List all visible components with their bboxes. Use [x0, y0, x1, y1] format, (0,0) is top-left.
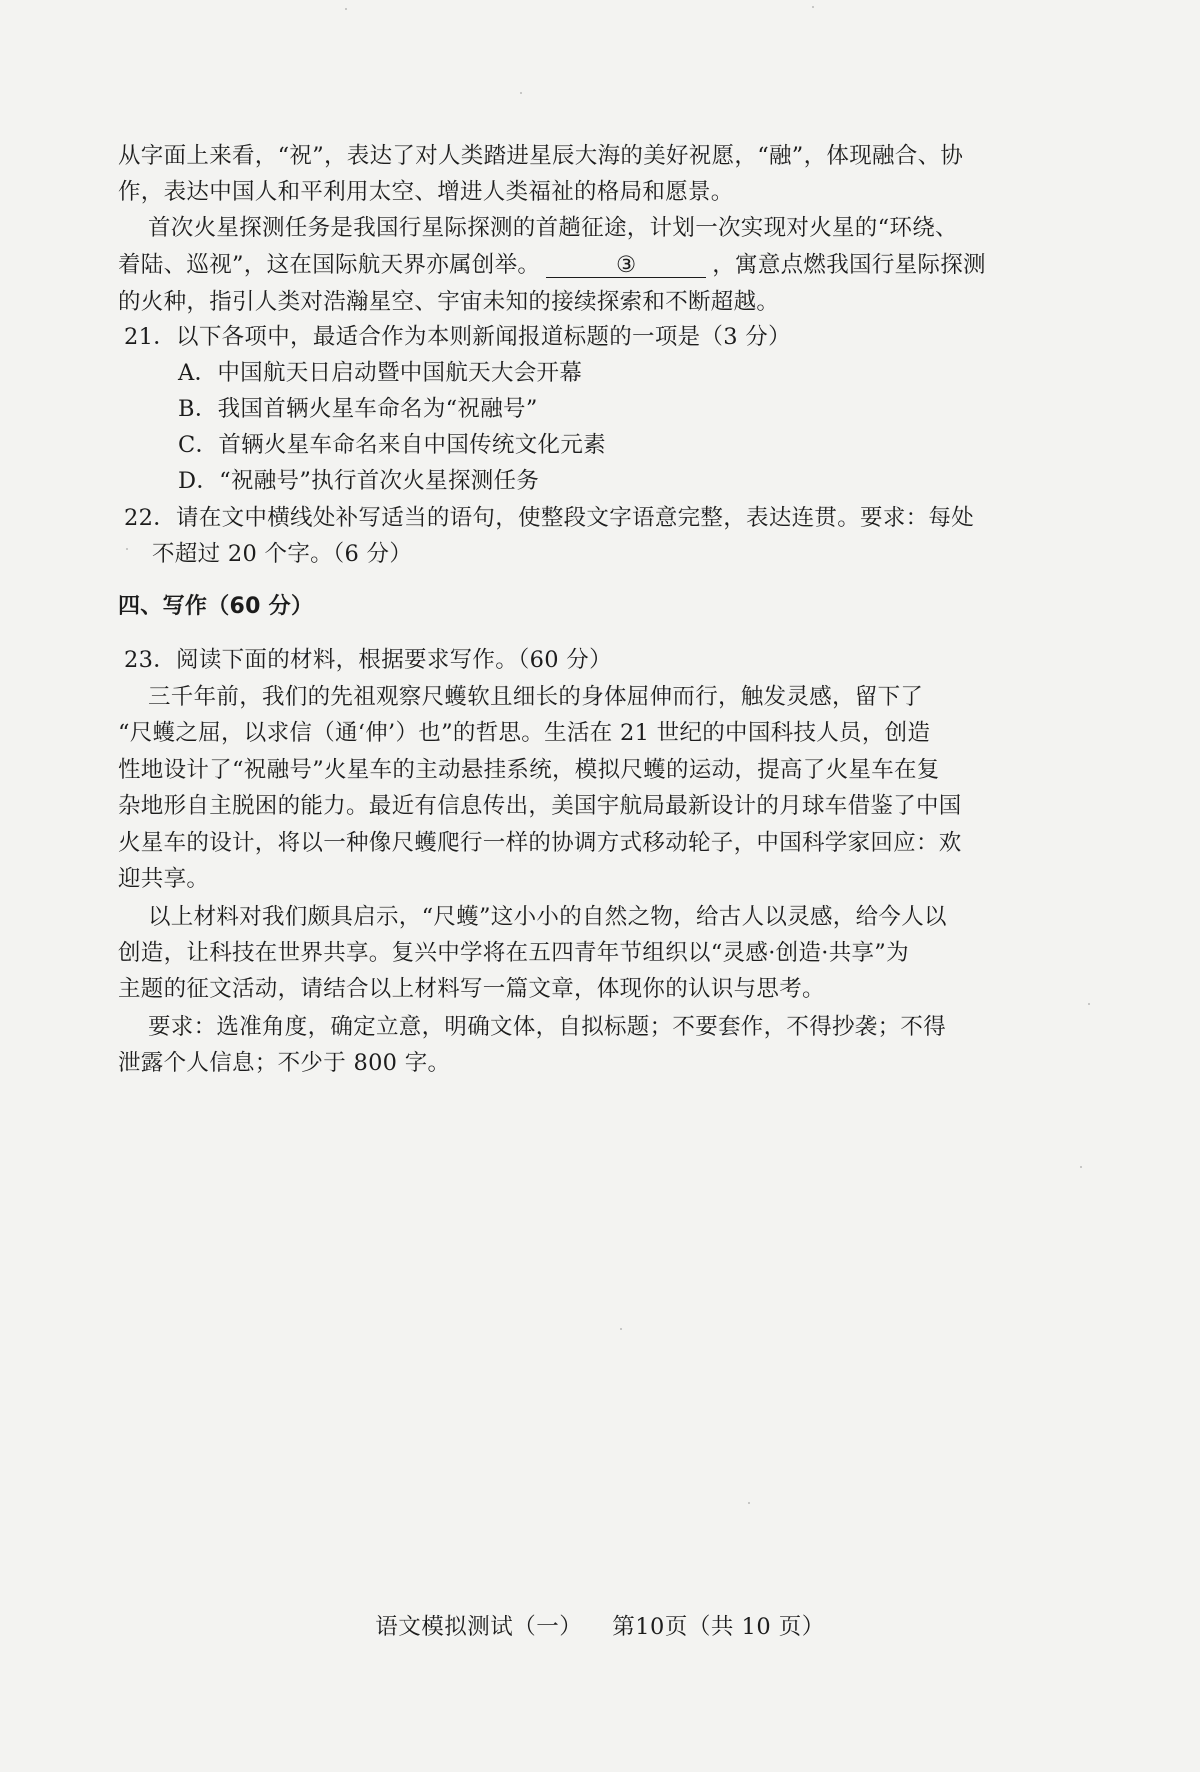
scan-speck	[126, 548, 128, 550]
blank-marker: ③	[615, 252, 637, 278]
question-21-option-c: C．首辆火星车命名来自中国传统文化元素	[178, 432, 606, 458]
passage-para1-line1: 从字面上来看，“祝”，表达了对人类踏进星辰大海的美好祝愿，“融”，体现融合、协	[118, 143, 964, 169]
prompt-line-1: 以上材料对我们颇具启示，“尺蠖”这小小的自然之物，给古人以灵感，给今人以	[148, 904, 947, 930]
section-4-title: 四、写作（60 分）	[118, 594, 314, 619]
passage-para2-line1: 首次火星探测任务是我国行星际探测的首趟征途，计划一次实现对火星的“环绕、	[148, 215, 958, 241]
page-number: 第10页（共 10 页）	[612, 1614, 825, 1640]
material-line-6: 迎共享。	[118, 866, 210, 892]
passage-para2-text-before-blank: 着陆、巡视”，这在国际航天界亦属创举。	[118, 252, 541, 278]
material-line-3: 性地设计了“祝融号”火星车的主动悬挂系统，模拟尺蠖的运动，提高了火星车在复	[118, 757, 940, 783]
prompt-line-2: 创造，让科技在世界共享。复兴中学将在五四青年节组织以“灵感·创造·共享”为	[118, 940, 909, 966]
material-line-4: 杂地形自主脱困的能力。最近有信息传出，美国宇航局最新设计的月球车借鉴了中国	[118, 793, 962, 819]
passage-para2-text-after-blank: ，寓意点燃我国行星际探测	[712, 252, 986, 278]
passage-para2-line2	[118, 250, 986, 280]
scan-speck	[620, 1328, 622, 1330]
requirements-line-2: 泄露个人信息；不少于 800 字。	[118, 1050, 451, 1076]
question-21-stem: 21．以下各项中，最适合作为本则新闻报道标题的一项是（3 分）	[124, 324, 791, 350]
page-footer	[0, 1609, 1200, 1641]
question-23-stem: 23．阅读下面的材料，根据要求写作。（60 分）	[124, 647, 612, 673]
material-line-5: 火星车的设计，将以一种像尺蠖爬行一样的协调方式移动轮子，中国科学家回应：欢	[118, 830, 962, 856]
scan-speck	[812, 6, 814, 8]
material-line-2: “尺蠖之屈，以求信（通‘伸’）也”的哲思。生活在 21 世纪的中国科技人员，创造	[118, 720, 931, 746]
scan-speck	[748, 1502, 750, 1504]
material-line-1: 三千年前，我们的先祖观察尺蠖软且细长的身体屈伸而行，触发灵感，留下了	[148, 684, 924, 710]
question-22-line2: 不超过 20 个字。（6 分）	[152, 541, 413, 567]
question-21-option-d: D．“祝融号”执行首次火星探测任务	[178, 468, 540, 494]
question-21-option-b: B．我国首辆火星车命名为“祝融号”	[178, 396, 538, 422]
question-21-option-a: A．中国航天日启动暨中国航天大会开幕	[178, 360, 583, 386]
exam-name: 语文模拟测试（一）	[375, 1614, 583, 1640]
passage-para1-line2: 作，表达中国人和平利用太空、增进人类福祉的格局和愿景。	[118, 179, 734, 205]
requirements-line-1: 要求：选准角度，确定立意，明确文体，自拟标题；不要套作，不得抄袭；不得	[148, 1014, 947, 1040]
passage-para2-line3: 的火种，指引人类对浩瀚星空、宇宙未知的接续探索和不断超越。	[118, 289, 780, 315]
fill-in-blank-3[interactable]	[546, 253, 706, 278]
question-22-line1: 22．请在文中横线处补写适当的语句，使整段文字语意完整，表达连贯。要求：每处	[124, 505, 975, 531]
scan-speck	[1088, 1003, 1090, 1005]
prompt-line-3: 主题的征文活动，请结合以上材料写一篇文章，体现你的认识与思考。	[118, 976, 825, 1002]
scan-speck	[520, 92, 522, 94]
scan-speck	[345, 8, 347, 10]
scan-speck	[1080, 1166, 1082, 1168]
